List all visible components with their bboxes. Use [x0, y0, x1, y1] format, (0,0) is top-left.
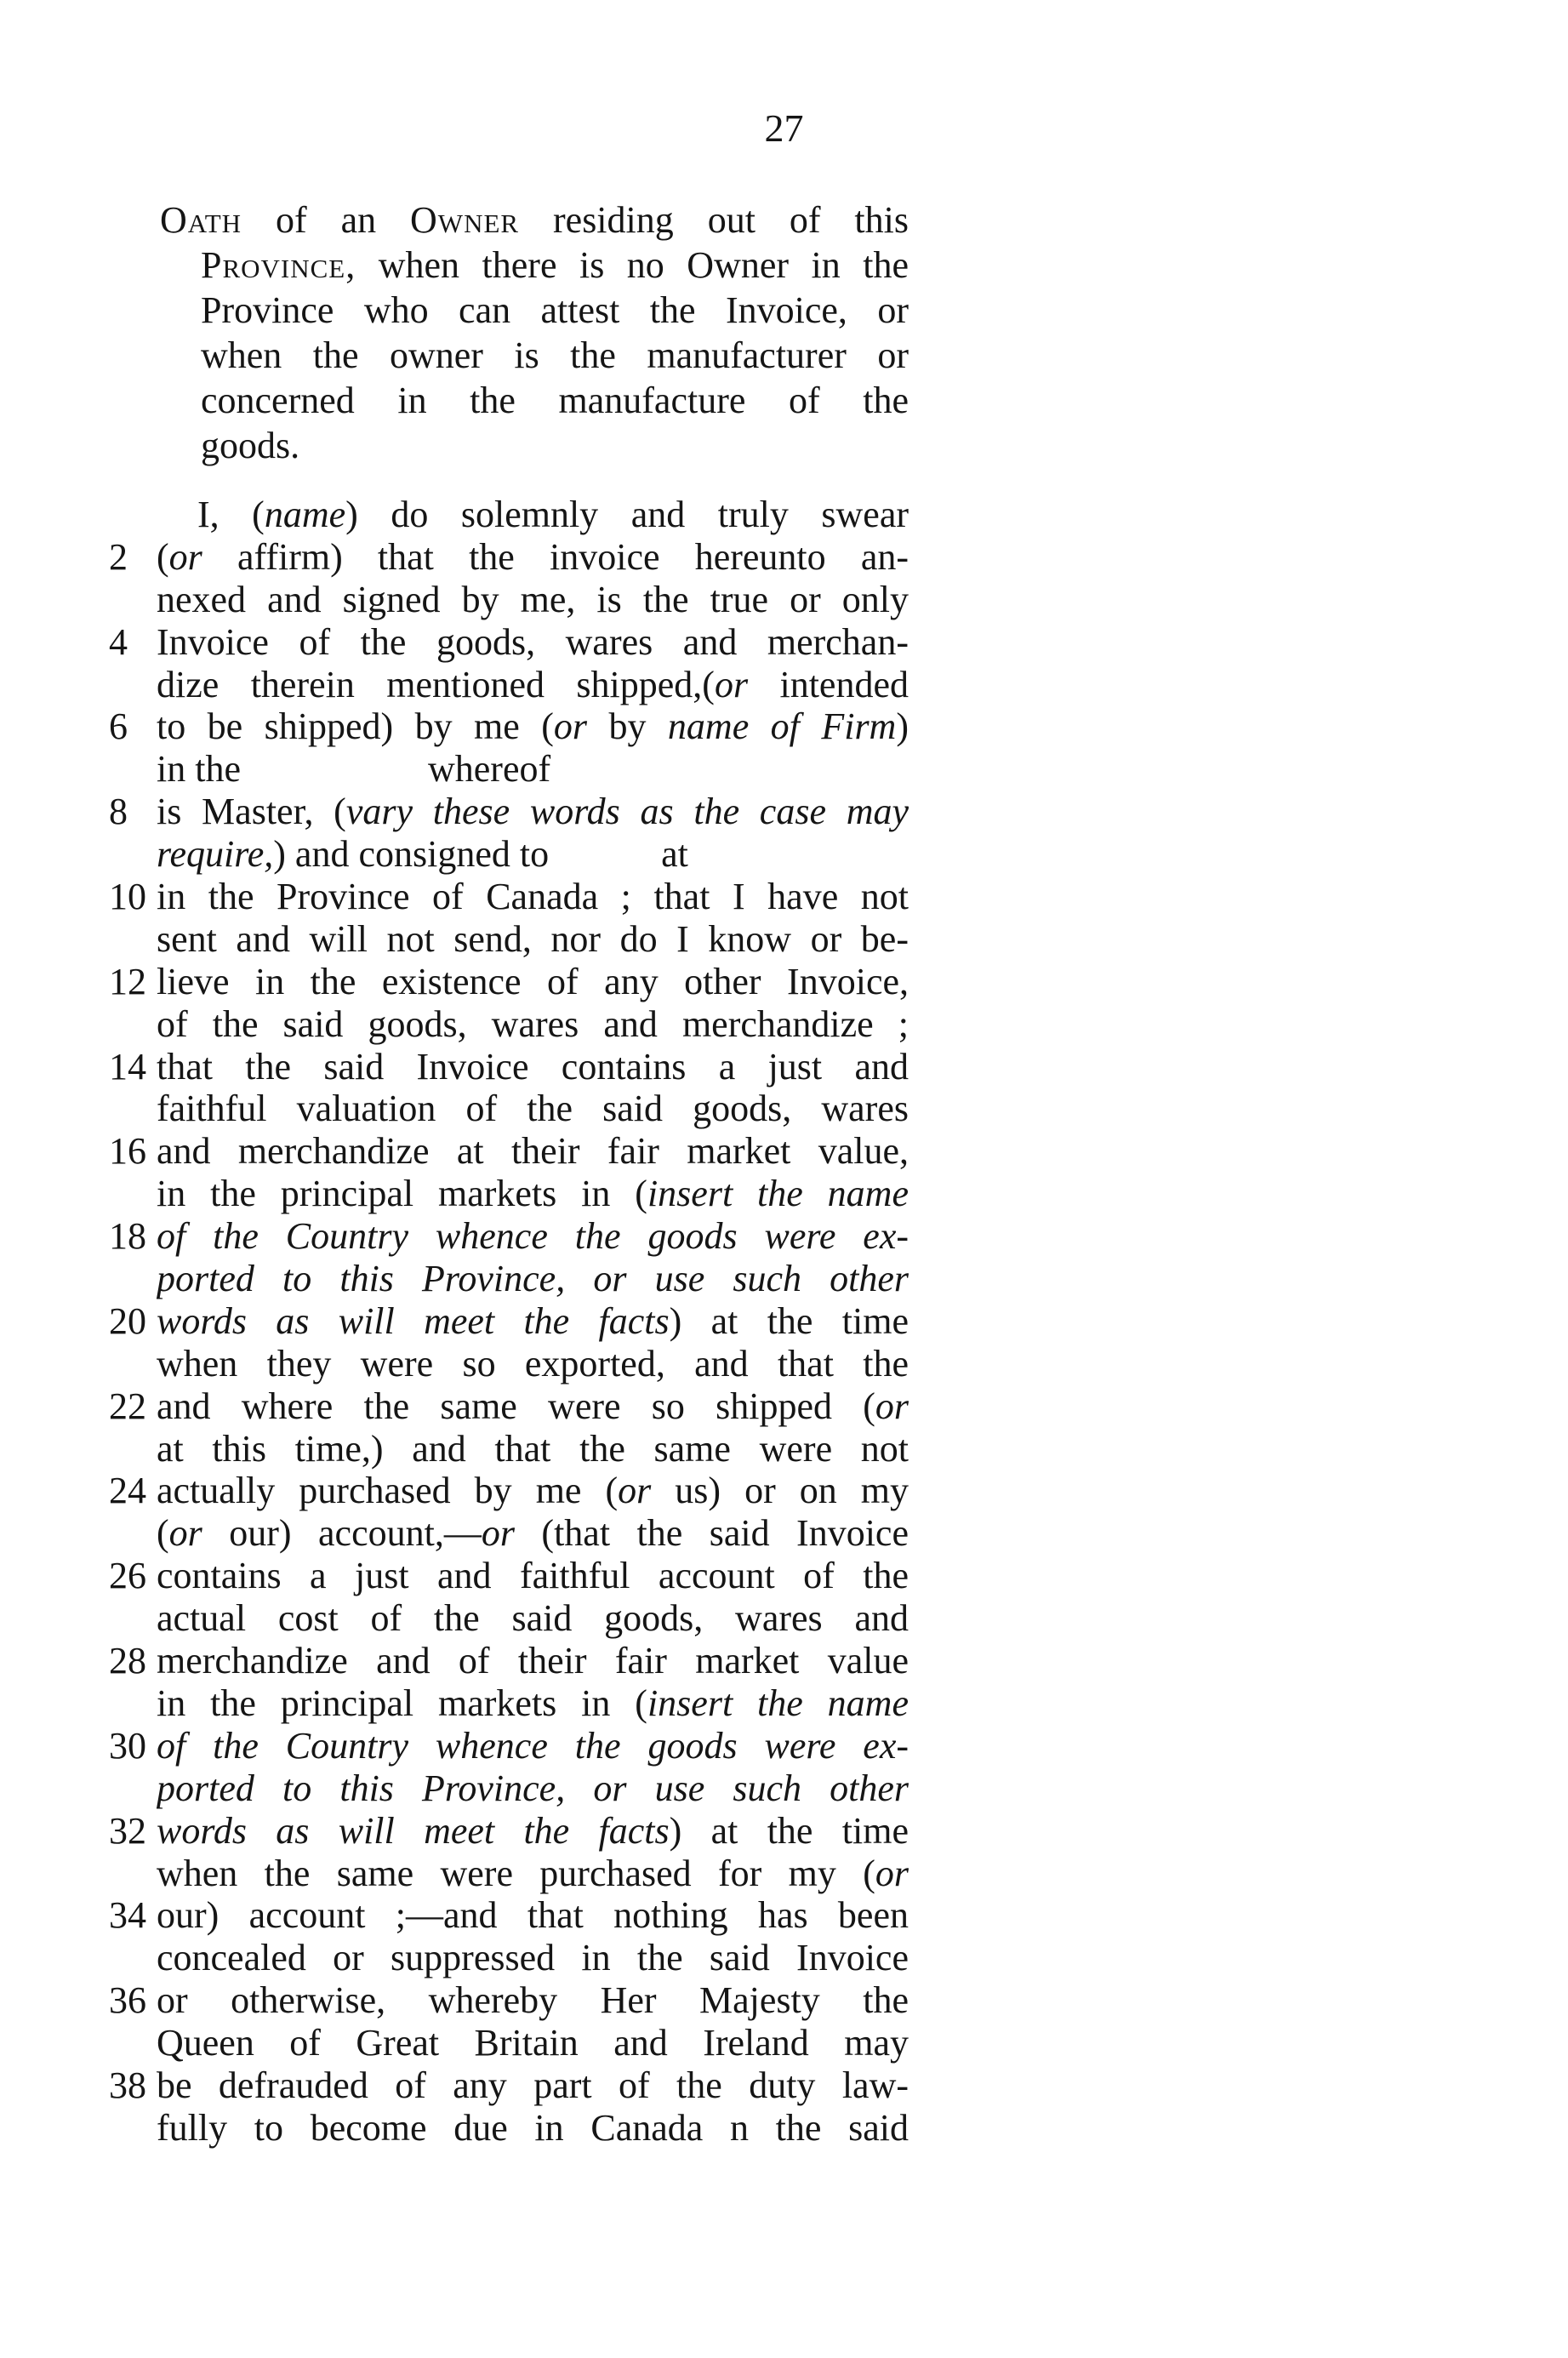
text-run: ) at the time: [669, 1809, 909, 1852]
text-line: [109, 1215, 909, 1258]
text-run: actually purchased by me (: [157, 1470, 619, 1512]
line-number: 4: [109, 620, 128, 663]
text-run: actual cost of the said goods, wares and: [157, 1597, 909, 1640]
italic-run: or: [714, 663, 749, 705]
text-line: [109, 1682, 909, 1725]
text-run: when they were so exported, and that the: [157, 1342, 909, 1385]
heading-run: Province,: [201, 244, 356, 286]
text-run: at: [661, 833, 688, 876]
italic-run: require,: [157, 833, 274, 876]
text-run: in the: [157, 748, 241, 791]
line-number: 8: [109, 791, 128, 833]
text-line: [109, 1725, 909, 1767]
line-text: [157, 1853, 909, 1895]
italic-run: or: [481, 1512, 515, 1555]
line-number: 38: [109, 2064, 146, 2106]
italic-run: or: [565, 1258, 655, 1300]
line-number: 30: [109, 1724, 146, 1767]
line-text: [157, 621, 909, 664]
line-text: [157, 1810, 909, 1853]
text-line: [109, 1640, 909, 1682]
text-line: [109, 2022, 909, 2064]
italic-run: insert the name: [647, 1681, 909, 1724]
line-text: [157, 1767, 909, 1810]
text-run: in the principal markets in (: [157, 1173, 647, 1215]
text-run: affirm) that the invoice hereunto an-: [202, 535, 909, 578]
line-text: [157, 1555, 909, 1597]
text-line: [109, 1512, 909, 1555]
text-run: ) and consigned to: [273, 833, 550, 876]
text-line: [109, 1046, 909, 1088]
line-number: 14: [109, 1045, 146, 1088]
text-run: (: [157, 1512, 169, 1555]
heading-line: [160, 197, 909, 243]
text-line: [109, 1894, 909, 1937]
line-number: 32: [109, 1809, 146, 1852]
line-number: 26: [109, 1555, 146, 1597]
heading-line: [160, 288, 909, 333]
italic-run: words as will meet the facts: [157, 1809, 670, 1852]
line-text: [157, 791, 909, 833]
line-text: [157, 1300, 909, 1343]
text-line: [109, 1343, 909, 1385]
italic-run: words as will meet the facts: [157, 1299, 670, 1342]
text-run: ): [896, 705, 909, 748]
text-run: [241, 748, 428, 790]
heading-line: [160, 243, 909, 288]
text-line: [109, 705, 909, 748]
line-text: [157, 536, 909, 579]
text-run: I, (: [197, 494, 265, 535]
line-text: [157, 1894, 909, 1937]
line-text: [157, 1512, 909, 1555]
text-line: [109, 579, 909, 621]
text-run: our) account ;—and that nothing has been: [157, 1894, 909, 1937]
text-line: [109, 961, 909, 1003]
line-text: [157, 1173, 909, 1215]
line-text: [157, 705, 909, 748]
line-number: 28: [109, 1640, 146, 1682]
line-text: [157, 1130, 909, 1173]
text-run: in the Province of Canada ; that I have not: [157, 876, 909, 918]
line-text: [157, 1088, 909, 1130]
line-text: [157, 1003, 909, 1046]
text-line: [109, 1937, 909, 1979]
text-line: [109, 1003, 909, 1046]
line-text: [157, 1046, 909, 1088]
text-run: to be shipped) by me (: [157, 705, 554, 748]
text-line: [109, 1428, 909, 1470]
text-run: of the said goods, wares and merchandize ;: [157, 1002, 909, 1045]
italic-run: or: [168, 535, 202, 578]
line-text: [157, 1215, 909, 1258]
italic-run: or: [875, 1385, 909, 1427]
heading-run: Owner: [410, 199, 520, 241]
heading-line: [160, 333, 909, 378]
text-line: [109, 1810, 909, 1853]
text-run: our) account,—: [202, 1512, 482, 1555]
line-text: [157, 876, 909, 918]
text-run: intended: [748, 663, 909, 705]
text-line: [109, 1597, 909, 1640]
text-run: Queen of Great Britain and Ireland may: [157, 2022, 909, 2064]
line-number: 34: [109, 1894, 146, 1937]
text-run: contains a just and faithful account of the: [157, 1555, 909, 1597]
line-text: [157, 748, 909, 791]
text-line: [109, 664, 909, 706]
text-line: [109, 748, 909, 791]
line-number: 36: [109, 1979, 146, 2022]
line-text: [157, 833, 909, 876]
text-line: [109, 1173, 909, 1215]
line-text: [157, 918, 909, 961]
heading-run: of an: [242, 199, 411, 241]
heading-run: Oath: [160, 199, 242, 241]
italic-run: ported to this Province,: [157, 1258, 566, 1300]
text-run: [549, 833, 661, 875]
text-run: when the same were purchased for my (: [157, 1852, 875, 1894]
italic-run: name of Firm: [667, 705, 897, 748]
line-text: [157, 1428, 909, 1470]
text-run: is Master, (: [157, 791, 346, 833]
line-text: [157, 2064, 909, 2107]
text-line: [109, 1130, 909, 1173]
italic-run: ported to this Province, or use such other: [157, 1767, 909, 1809]
text-run: ) at the time: [669, 1299, 909, 1342]
text-run: ) do solemnly and truly swear: [345, 494, 909, 535]
line-text: [157, 1343, 909, 1385]
line-number: 6: [109, 705, 128, 748]
text-line: [109, 1385, 909, 1428]
text-run: in the principal markets in (: [157, 1681, 647, 1724]
line-text: [157, 1597, 909, 1640]
line-text: [157, 1937, 909, 1979]
oath-heading: [160, 197, 909, 468]
text-line: [109, 918, 909, 961]
italic-run: name: [264, 494, 346, 535]
text-line: [109, 2064, 909, 2107]
text-line: [109, 1300, 909, 1343]
italic-run: use such other: [654, 1258, 909, 1300]
text-run: Invoice of the goods, wares and merchan-: [157, 620, 909, 663]
page-number: 27: [764, 106, 804, 150]
line-text: [157, 1385, 909, 1428]
text-run: nexed and signed by me, is the true or only: [157, 578, 909, 620]
text-run: dize therein mentioned shipped,(: [157, 663, 715, 705]
text-run: faithful valuation of the said goods, wares: [157, 1088, 909, 1130]
line-number: 24: [109, 1470, 146, 1512]
heading-run: residing out of this: [519, 199, 909, 241]
text-line: [109, 791, 909, 833]
text-run: concealed or suppressed in the said Invoice: [157, 1937, 909, 1979]
text-run: fully to become due in Canada n the said: [157, 2106, 909, 2149]
text-run: at this time,) and that the same were not: [157, 1427, 909, 1470]
line-number: 16: [109, 1130, 146, 1173]
heading-run: concerned in the manufacture of the: [201, 380, 909, 421]
text-line: [109, 833, 909, 876]
text-line: [109, 1088, 909, 1130]
line-text: [157, 1682, 909, 1725]
line-text: [157, 1979, 909, 2022]
line-text: [157, 579, 909, 621]
line-text: [197, 494, 909, 536]
heading-run: goods.: [201, 425, 300, 466]
italic-run: of the Country whence the goods were ex-: [157, 1215, 909, 1258]
text-run: sent and will not send, nor do I know or be-: [157, 917, 909, 960]
text-line: [109, 536, 909, 579]
line-text: [157, 961, 909, 1003]
text-run: and merchandize at their fair market value,: [157, 1130, 909, 1173]
text-line: [109, 2107, 909, 2150]
italic-run: vary these words as the case may: [345, 791, 909, 833]
line-text: [157, 2022, 909, 2064]
oath-body-text: [109, 494, 909, 2150]
line-number: 10: [109, 876, 146, 918]
heading-run: Province who can attest the Invoice, or: [201, 289, 909, 331]
text-run: and where the same were so shipped (: [157, 1385, 875, 1427]
line-text: [157, 1258, 909, 1300]
text-line: [109, 494, 909, 536]
text-line: [109, 1979, 909, 2022]
text-run: lieve in the existence of any other Invoice,: [157, 960, 909, 1002]
italic-run: or: [553, 705, 588, 748]
text-line: [109, 1470, 909, 1512]
line-number: 18: [109, 1215, 146, 1258]
line-number: 22: [109, 1385, 146, 1427]
italic-run: or: [168, 1512, 202, 1555]
text-line: [109, 1555, 909, 1597]
heading-run: when there is no Owner in the: [356, 244, 909, 286]
line-text: [157, 1725, 909, 1767]
text-run: us) or on my: [651, 1470, 909, 1512]
text-run: (that the said Invoice: [514, 1512, 909, 1555]
heading-line: [160, 423, 909, 468]
text-run: whereof: [427, 748, 551, 791]
line-text: [157, 2107, 909, 2150]
heading-run: when the owner is the manufacturer or: [201, 334, 909, 376]
line-text: [157, 1640, 909, 1682]
text-run: (: [157, 535, 169, 578]
text-run: or otherwise, whereby Her Majesty the: [157, 1979, 909, 2022]
text-run: merchandize and of their fair market value: [157, 1640, 909, 1682]
text-line: [109, 1767, 909, 1810]
text-line: [109, 1258, 909, 1300]
text-line: [109, 621, 909, 664]
italic-run: insert the name: [647, 1173, 909, 1215]
line-number: 20: [109, 1299, 146, 1342]
heading-line: [160, 378, 909, 423]
italic-run: or: [618, 1470, 652, 1512]
line-text: [157, 1470, 909, 1512]
line-text: [157, 664, 909, 706]
text-run: by: [587, 705, 668, 748]
text-run: that the said Invoice contains a just and: [157, 1045, 909, 1088]
text-line: [109, 876, 909, 918]
line-number: 2: [109, 535, 128, 578]
italic-run: of the Country whence the goods were ex-: [157, 1724, 909, 1767]
italic-run: or: [875, 1852, 909, 1894]
line-number: 12: [109, 960, 146, 1002]
text-line: [109, 1853, 909, 1895]
text-run: be defrauded of any part of the duty law-: [157, 2064, 909, 2106]
